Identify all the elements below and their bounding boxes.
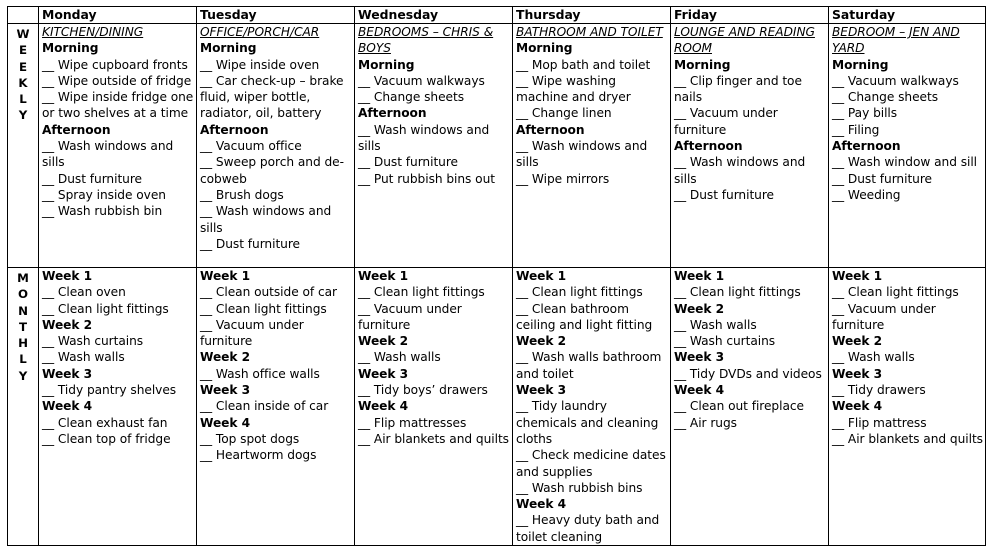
task-item: __ Put rubbish bins out — [358, 171, 495, 186]
task-item: __ Wash windows and sills — [200, 204, 332, 235]
task-item: __ Air blankets and quilts — [832, 431, 983, 446]
side-label-letter: Y — [18, 108, 28, 123]
section-label: Week 3 — [832, 366, 883, 381]
section-label: Morning — [516, 41, 573, 56]
side-label-letter: L — [19, 352, 27, 367]
section-label: Week 1 — [200, 269, 251, 283]
section-label: Week 4 — [516, 497, 567, 512]
section-label: Week 1 — [358, 269, 409, 283]
section-label: Afternoon — [674, 139, 743, 154]
task-item: __ Change linen — [516, 106, 612, 121]
section-label: Week 3 — [674, 350, 725, 365]
task-item: __ Wipe inside fridge one or two shelves at a time — [42, 90, 194, 121]
task-item: __ Change sheets — [832, 90, 938, 105]
weekly-cell-friday — [671, 24, 829, 268]
side-label-letter: E — [18, 59, 28, 74]
section-label: Week 3 — [42, 366, 93, 381]
task-item: __ Clean oven — [42, 285, 126, 300]
task-item: __ Sweep porch and de-cobweb — [200, 155, 344, 186]
task-item: __ Wash windows and sills — [674, 155, 806, 186]
monthly-cell-monday — [39, 268, 197, 546]
task-item: __ Vacuum office — [200, 139, 302, 154]
task-item: __ Dust furniture — [832, 171, 932, 186]
task-item: __ Wash windows and sills — [516, 139, 648, 170]
weekly-side-label — [8, 24, 39, 268]
side-label-letter: O — [17, 287, 29, 302]
weekly-cell-thursday — [513, 24, 671, 268]
room-heading: BEDROOMS – CHRIS & BOYS — [358, 25, 494, 56]
section-label: Morning — [832, 57, 889, 72]
task-item: __ Clean top of fridge — [42, 431, 171, 446]
room-heading: LOUNGE AND READING ROOM — [674, 25, 815, 56]
task-item: __ Wash walls — [832, 350, 915, 365]
room-heading: OFFICE/PORCH/CAR — [200, 25, 320, 39]
corner-cell — [8, 7, 39, 24]
section-label: Week 4 — [42, 399, 93, 414]
monthly-cell-tuesday — [197, 268, 355, 546]
section-label: Week 2 — [42, 317, 93, 332]
task-item: __ Dust furniture — [358, 155, 458, 170]
side-label-letter: H — [18, 336, 28, 351]
task-item: __ Dust furniture — [200, 236, 300, 251]
task-item: __ Heavy duty bath and toilet cleaning — [516, 513, 660, 544]
weekly-cell-wednesday — [355, 24, 513, 268]
section-label: Week 4 — [200, 415, 251, 430]
day-header-thursday: Thursday — [513, 7, 671, 24]
side-label-letter: K — [18, 75, 28, 90]
section-label: Week 1 — [674, 269, 725, 283]
section-label: Week 1 — [832, 269, 883, 283]
task-item: __ Wash rubbish bins — [516, 480, 643, 495]
task-item: __ Clean outside of car — [200, 285, 337, 300]
task-item: __ Clean light fittings — [42, 301, 169, 316]
task-item: __ Wash windows and sills — [358, 122, 490, 154]
section-label: Morning — [42, 41, 99, 56]
weekly-cell-saturday — [829, 24, 986, 268]
task-item: __ Wipe washing machine and dryer — [516, 73, 631, 105]
task-item: __ Wash walls — [42, 350, 125, 365]
task-item: __ Tidy drawers — [832, 383, 926, 398]
day-header-monday: Monday — [39, 7, 197, 24]
task-item: __ Dust furniture — [42, 171, 142, 186]
section-label: Afternoon — [358, 106, 427, 121]
task-item: __ Air blankets and quilts — [358, 431, 509, 446]
section-label: Week 3 — [200, 383, 251, 398]
task-item: __ Clean light fittings — [674, 285, 801, 300]
side-label-letter: T — [18, 319, 28, 334]
task-item: __ Car check-up – brake fluid, wiper bottle, radiator, oil, battery — [200, 73, 344, 121]
section-label: Week 3 — [516, 383, 567, 398]
task-item: __ Vacuum under furniture — [832, 301, 936, 332]
weekly-label-letters — [8, 26, 38, 124]
side-label-letter: M — [17, 271, 29, 285]
task-item: __ Heartworm dogs — [200, 448, 317, 463]
task-item: __ Mop bath and toilet — [516, 57, 651, 72]
task-item: __ Clean light fittings — [200, 301, 327, 316]
section-label: Afternoon — [832, 139, 901, 154]
section-label: Week 4 — [674, 383, 725, 398]
task-item: __ Vacuum under furniture — [200, 317, 304, 349]
side-label-letter: Y — [18, 368, 28, 383]
task-item: __ Clean light fittings — [832, 285, 959, 300]
section-label: Week 4 — [832, 399, 883, 414]
section-label: Afternoon — [42, 122, 111, 137]
task-item: __ Spray inside oven — [42, 187, 166, 202]
room-heading: BEDROOM – JEN AND YARD — [832, 25, 960, 56]
section-label: Week 2 — [358, 334, 409, 349]
task-item: __ Wash walls — [674, 317, 757, 332]
side-label-letter: N — [18, 303, 28, 318]
section-label: Morning — [358, 57, 415, 72]
task-item: __ Clean bathroom ceiling and light fitting — [516, 301, 653, 332]
task-item: __ Clean light fittings — [358, 285, 485, 300]
side-label-letter: L — [19, 92, 27, 107]
task-item: __ Wash rubbish bin — [42, 204, 163, 219]
side-label-letter: W — [16, 27, 30, 41]
section-label: Week 2 — [200, 350, 251, 365]
monthly-label-letters — [8, 270, 38, 384]
monthly-side-label — [8, 268, 39, 546]
task-item: __ Tidy DVDs and videos — [674, 366, 822, 381]
task-item: __ Clean out fireplace — [674, 399, 804, 414]
weekly-cell-tuesday — [197, 24, 355, 268]
task-item: __ Wash curtains — [42, 334, 144, 349]
task-item: __ Wipe outside of fridge — [42, 73, 192, 88]
task-item: __ Wash walls — [358, 350, 441, 365]
task-item: __ Wash windows and sills — [42, 139, 174, 170]
task-item: __ Clean light fittings — [516, 285, 643, 300]
task-item: __ Brush dogs — [200, 187, 284, 202]
section-label: Afternoon — [200, 122, 269, 137]
section-label: Morning — [674, 57, 731, 72]
task-item: __ Check medicine dates and supplies — [516, 448, 666, 479]
task-item: __ Flip mattress — [832, 415, 927, 430]
section-label: Week 2 — [516, 334, 567, 349]
task-item: __ Filing — [832, 122, 880, 137]
section-label: Week 3 — [358, 366, 409, 381]
monthly-row — [8, 268, 986, 546]
header-row — [8, 7, 986, 24]
task-item: __ Tidy pantry shelves — [42, 383, 177, 398]
task-item: __ Vacuum walkways — [358, 73, 485, 88]
task-item: __ Vacuum under furniture — [358, 301, 462, 332]
task-item: __ Vacuum walkways — [832, 73, 959, 88]
task-item: __ Wipe cupboard fronts — [42, 57, 188, 72]
task-item: __ Weeding — [832, 187, 901, 202]
weekly-row — [8, 24, 986, 268]
task-item: __ Wash walls bathroom and toilet — [516, 350, 662, 381]
cleaning-schedule-table — [7, 6, 986, 546]
monthly-cell-wednesday — [355, 268, 513, 546]
section-label: Week 4 — [358, 399, 409, 414]
task-item: __ Air rugs — [674, 415, 737, 430]
section-label: Week 1 — [516, 269, 567, 283]
monthly-cell-thursday — [513, 268, 671, 546]
room-heading: BATHROOM AND TOILET — [516, 25, 663, 39]
task-item: __ Tidy laundry chemicals and cleaning cloths — [516, 399, 659, 446]
task-item: __ Pay bills — [832, 106, 898, 121]
section-label: Week 2 — [832, 334, 883, 349]
room-heading: KITCHEN/DINING — [42, 25, 144, 39]
task-item: __ Vacuum under furniture — [674, 106, 778, 137]
day-header-friday: Friday — [671, 7, 829, 24]
monthly-cell-friday — [671, 268, 829, 546]
task-item: __ Clean inside of car — [200, 399, 329, 414]
section-label: Morning — [200, 41, 257, 56]
day-header-saturday: Saturday — [829, 7, 986, 24]
task-item: __ Flip mattresses — [358, 415, 467, 430]
task-item: __ Clip finger and toe nails — [674, 73, 802, 105]
weekly-cell-monday — [39, 24, 197, 268]
section-label: Week 2 — [674, 301, 725, 316]
task-item: __ Wash window and sill — [832, 155, 978, 170]
task-item: __ Wash curtains — [674, 334, 776, 349]
task-item: __ Dust furniture — [674, 187, 774, 202]
task-item: __ Wash office walls — [200, 366, 320, 381]
side-label-letter: E — [18, 43, 28, 58]
day-header-tuesday: Tuesday — [197, 7, 355, 24]
day-header-wednesday: Wednesday — [355, 7, 513, 24]
section-label: Afternoon — [516, 122, 585, 137]
task-item: __ Change sheets — [358, 90, 464, 105]
monthly-cell-saturday — [829, 268, 986, 546]
section-label: Week 1 — [42, 269, 93, 283]
task-item: __ Top spot dogs — [200, 431, 300, 446]
task-item: __ Wipe inside oven — [200, 57, 320, 72]
task-item: __ Wipe mirrors — [516, 171, 610, 186]
task-item: __ Tidy boys’ drawers — [358, 383, 488, 398]
task-item: __ Clean exhaust fan — [42, 415, 168, 430]
